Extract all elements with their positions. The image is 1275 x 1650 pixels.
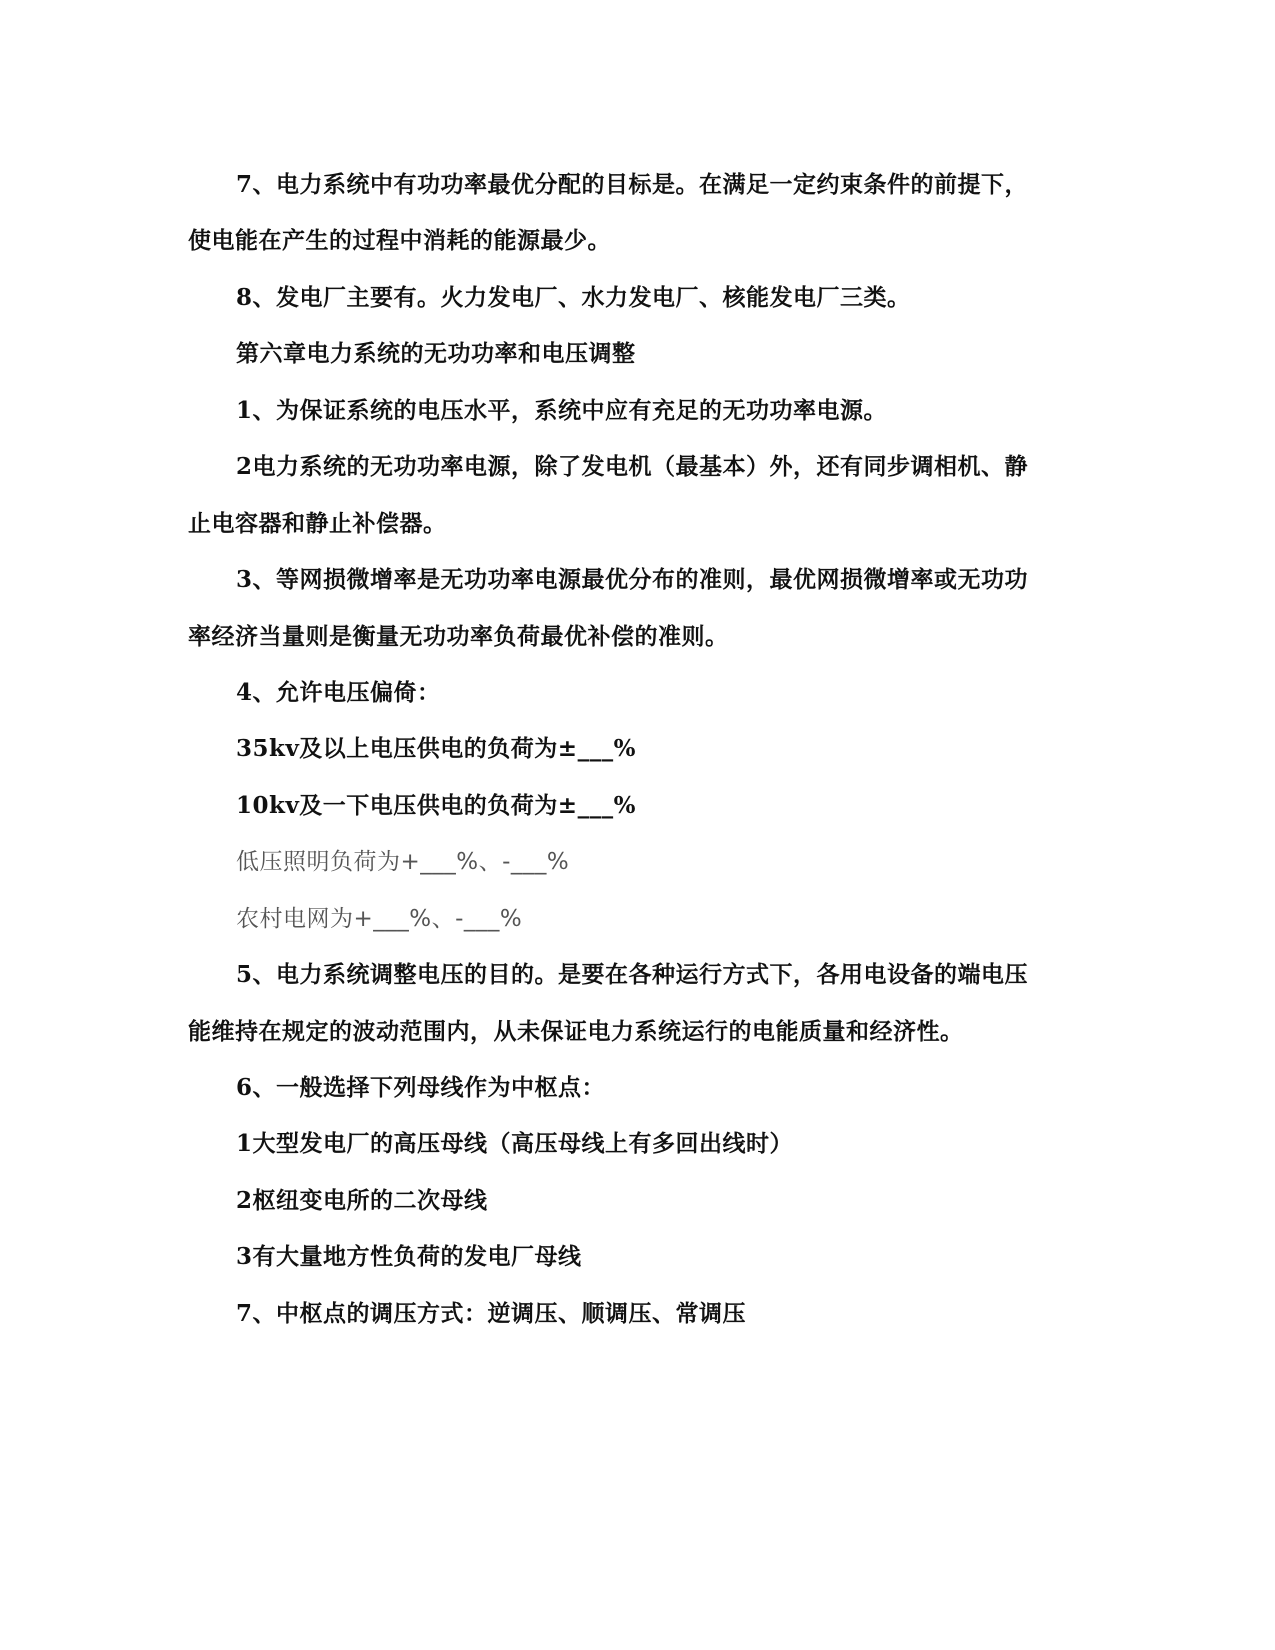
paragraph-line: 2电力系统的无功功率电源，除了发电机（最基本）外，还有同步调相机、静 bbox=[236, 453, 1029, 480]
paragraph-line: 能维持在规定的波动范围内，从未保证电力系统运行的电能质量和经济性。 bbox=[188, 1018, 964, 1045]
paragraph-line: 3有大量地方性负荷的发电厂母线 bbox=[236, 1243, 582, 1270]
paragraph-line: 4、允许电压偏倚： bbox=[236, 679, 441, 706]
paragraph-line: 10kv及一下电压供电的负荷为±___% bbox=[236, 792, 636, 819]
paragraph-line: 8、发电厂主要有。火力发电厂、水力发电厂、核能发电厂三类。 bbox=[236, 284, 911, 311]
paragraph-line: 5、电力系统调整电压的目的。是要在各种运行方式下，各用电设备的端电压 bbox=[236, 961, 1029, 988]
paragraph-line: 1、为保证系统的电压水平，系统中应有充足的无功功率电源。 bbox=[236, 397, 888, 424]
paragraph-line: 2枢纽变电所的二次母线 bbox=[236, 1187, 488, 1214]
paragraph-line: 7、中枢点的调压方式：逆调压、顺调压、常调压 bbox=[236, 1300, 747, 1327]
chapter-heading: 第六章电力系统的无功功率和电压调整 bbox=[236, 340, 636, 367]
paragraph-line: 使电能在产生的过程中消耗的能源最少。 bbox=[188, 227, 611, 254]
paragraph-line: 35kv及以上电压供电的负荷为±___% bbox=[236, 735, 636, 762]
paragraph-line: 3、等网损微增率是无功功率电源最优分布的准则，最优网损微增率或无功功 bbox=[236, 566, 1029, 593]
paragraph-line: 7、电力系统中有功功率最优分配的目标是。在满足一定约束条件的前提下， bbox=[236, 171, 1029, 198]
paragraph-line: 6、一般选择下列母线作为中枢点： bbox=[236, 1074, 606, 1101]
paragraph-line: 农村电网为+___%、-___% bbox=[236, 906, 523, 932]
paragraph-line: 率经济当量则是衡量无功功率负荷最优补偿的准则。 bbox=[188, 623, 729, 650]
paragraph-line: 低压照明负荷为+___%、-___% bbox=[236, 849, 570, 875]
paragraph-line: 1大型发电厂的高压母线（高压母线上有多回出线时） bbox=[236, 1130, 794, 1157]
paragraph-line: 止电容器和静止补偿器。 bbox=[188, 510, 447, 537]
